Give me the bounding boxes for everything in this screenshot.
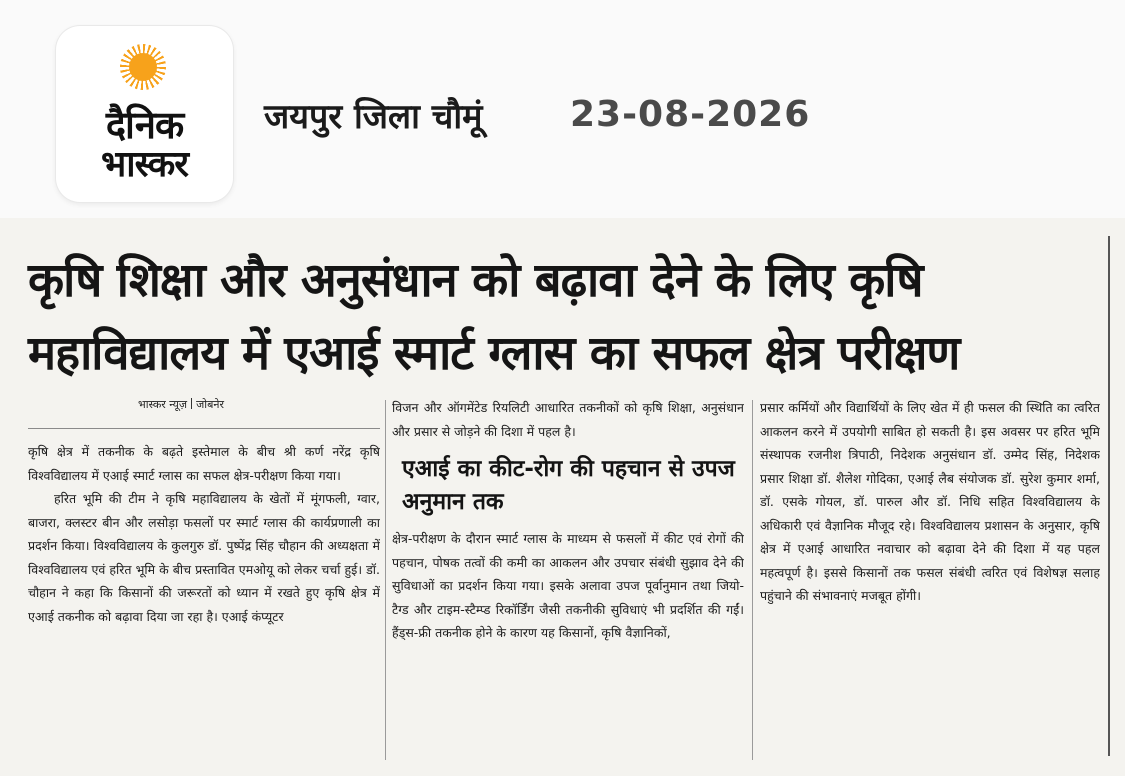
headline-line-1: कृषि शिक्षा और अनुसंधान को बढ़ावा देने के लिए कृषि (28, 253, 923, 308)
paragraph: प्रसार कर्मियों और विद्यार्थियों के लिए खेत में ही फसल की स्थिति का त्वरित आकलन करने में उपयोगी साबित हो सकती है। इस अवसर पर हरित भूमि संस्थापक रजनीश त्रिपाठी, निदेशक अनुसंधान डॉ. उम्मेद सिंह, निदेशक प्रसार शिक्षा डॉ. शैलेश गोदिका, एआई लैब संयोजक डॉ. सुरेश कुमार शर्मा, डॉ. एसके गोयल, डॉ. पारुल और डॉ. निधि सहित विश्वविद्यालय के अधिकारी एवं वैज्ञानिक मौजूद रहे। विश्वविद्यालय प्रशासन के अनुसार, कृषि क्षेत्र में एआई आधारित नवाचार को बढ़ावा देने की दिशा में यह पहल महत्वपूर्ण है। इससे किसानों तक फसल संबंधी त्वरित एवं विशेषज्ञ सलाह पहुंचाने की संभावनाएं मजबूत होंगी। (760, 400, 1100, 603)
paragraph: हरित भूमि की टीम ने कृषि महाविद्यालय के खेतों में मूंगफली, ग्वार, बाजरा, क्लस्टर बीन और लसोड़ा फसलों पर स्मार्ट ग्लास की कार्यप्रणाली का प्रदर्शन किया। विश्वविद्यालय के कुलगुरु डॉ. पुष्पेंद्र सिंह चौहान की अध्यक्षता में विश्वविद्यालय एवं हरित भूमि के बीच प्रस्तावित एमओयू को लेकर चर्चा हुई। डॉ. चौहान ने कहा कि किसानों की जरूरतों को ध्यान में रखते हुए कृषि क्षेत्र में एआई तकनीक को बढ़ावा दिया जा रहा है। एआई कंप्यूटर (28, 491, 380, 624)
column-divider (752, 400, 753, 760)
logo-text-bhaskar: भास्कर (100, 144, 188, 185)
edition-date: 23-08-2026 (570, 94, 811, 135)
column-divider (385, 400, 386, 760)
subheading: एआई का कीट-रोग की पहचान से उपज अनुमान तक (402, 456, 735, 515)
sun-logo-icon (120, 44, 166, 90)
byline (138, 396, 380, 414)
article-column-1 (28, 396, 380, 768)
article-column-3 (760, 396, 1100, 768)
byline-source: भास्कर न्यूज़ (138, 398, 188, 411)
paragraph: विजन और ऑगमेंटेड रियलिटी आधारित तकनीकों को कृषि शिक्षा, अनुसंधान और प्रसार से जोड़ने की दिशा में पहल है। (392, 400, 744, 439)
edition-name: जयपुर जिला चौमूं (264, 97, 483, 137)
clipping-edge-rule (1108, 236, 1110, 756)
paragraph: क्षेत्र-परीक्षण के दौरान स्मार्ट ग्लास के माध्यम से फसलों में कीट एवं रोगों की पहचान, पोषक तत्वों की कमी का आकलन और उपचार संबंधी सुझाव देने की सुविधाओं का प्रदर्शन किया गया। इसके अलावा उपज पूर्वानुमान तथा जियो-टैग्ड और टाइम-स्टैम्प्ड रिकॉर्डिंग जैसी तकनीकी सुविधाएं भी प्रदर्शित की गईं। हैंड्स-फ्री तकनीक होने के कारण यह किसानों, कृषि वैज्ञानिकों, (392, 531, 744, 640)
article-column-2 (392, 396, 744, 768)
byline-place: जोबनेर (196, 398, 224, 411)
logo-text-dainik: दैनिक (105, 103, 184, 147)
headline-line-2: महाविद्यालय में एआई स्मार्ट ग्लास का सफल क्षेत्र परीक्षण (28, 326, 960, 381)
paragraph: कृषि क्षेत्र में तकनीक के बढ़ते इस्तेमाल के बीच श्री कर्ण नरेंद्र कृषि विश्वविद्यालय में एआई स्मार्ट ग्लास का सफल क्षेत्र-परीक्षण किया गया। (28, 444, 380, 483)
